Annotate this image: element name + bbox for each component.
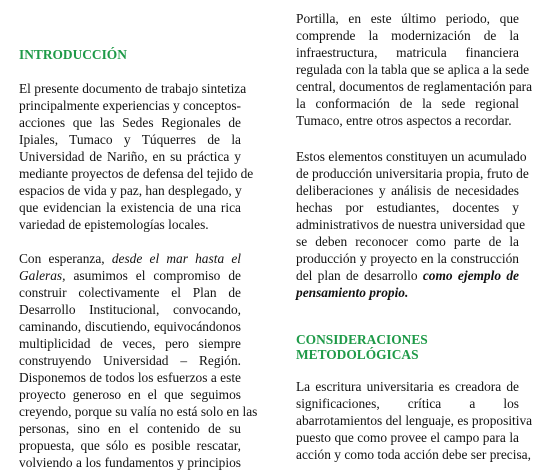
text-line: que evidencian la existencia de una rica: [19, 200, 241, 215]
text-line: Estos elementos constituyen un acumulado: [296, 149, 527, 164]
text-line: construir colectivamente el Plan de: [19, 285, 241, 300]
text-line: abarrotamientos del lenguaje, es propositiva: [296, 413, 533, 428]
hope-paragraph: [19, 250, 258, 471]
text-line: proyecto generoso en el que seguimos: [19, 387, 241, 402]
text-line: personas, sino en el contenido de su: [19, 421, 241, 436]
text-segment: asumimos el compromiso de: [73, 268, 241, 283]
text-line: administrativos de nuestra universidad que: [296, 217, 526, 232]
text-line: infraestructura, matricula financiera: [296, 45, 519, 60]
text-line: [19, 250, 241, 267]
text-line: variedad de epistemologías locales.: [19, 217, 209, 232]
elements-paragraph: [296, 148, 529, 301]
text-line: Tumaco, entre otros aspectos a recordar.: [296, 113, 512, 128]
text-line: El presente documento de trabajo sintetiza: [19, 81, 247, 96]
method-heading-line2: METODOLÓGICAS: [296, 347, 419, 362]
text-line: producción y proyecto en la construcción: [296, 251, 519, 266]
text-line: pensamiento propio.: [296, 285, 409, 300]
text-line: espacios de vida y paz, han desplegado, y: [19, 183, 242, 198]
portilla-paragraph: [296, 10, 533, 129]
intro-paragraph: [19, 80, 254, 233]
intro-heading: INTRODUCCIÓN: [19, 47, 127, 62]
text-line: Universidad de Nariño, en su práctica y: [19, 149, 241, 164]
italic-segment: desde el mar hasta el: [111, 251, 241, 266]
method-heading-line1: CONSIDERACIONES: [296, 332, 428, 347]
text-line: Ipiales, Tumaco y Túquerres de la: [19, 132, 241, 147]
text-line: multiplicidad de veces, pero siempre: [19, 336, 241, 351]
text-line: regulada con la tabla que se aplica a la sede: [296, 62, 530, 77]
text-line: mediante proyectos de defensa del tejido de: [19, 166, 254, 181]
text-line: central, documentos de reglamentación para: [296, 79, 533, 94]
text-line: acción y como toda acción debe ser precisa,: [296, 447, 531, 462]
italic-segment: Galeras,: [19, 268, 66, 283]
text-line: volviendo a los fundamentos y principios: [19, 455, 241, 470]
text-line: puesto que como provee el campo para la: [296, 430, 519, 445]
text-line: deliberaciones y análisis de necesidades: [296, 183, 519, 198]
text-line: principalmente experiencias y conceptos-: [19, 98, 241, 113]
text-line: de producción universitaria propia, fruto de: [296, 166, 529, 181]
text-segment: Con esperanza,: [19, 251, 105, 266]
text-segment: del plan de desarrollo: [296, 268, 418, 283]
text-line: significaciones, crítica a los: [296, 396, 519, 411]
text-line: acciones que las Sedes Regionales de: [19, 115, 241, 130]
writing-paragraph: [296, 378, 533, 463]
text-line: propuesta, que sólo es posible rescatar,: [19, 438, 241, 453]
text-line: construyendo Universidad – Región.: [19, 353, 241, 368]
text-line: Disponemos de todos los esfuerzos a este: [19, 370, 241, 385]
bold-italic-segment: como ejemplo de: [422, 268, 519, 283]
text-line: caminando, discutiendo, equivocándonos: [19, 319, 241, 334]
text-line: comprende la modernización de la: [296, 28, 519, 43]
text-line: La escritura universitaria es creadora de: [296, 379, 519, 394]
text-line: la conformación de la sede regional: [296, 96, 519, 111]
text-line: se deben reconocer como parte de la: [296, 234, 519, 249]
text-line: Desarrollo Institucional, convocando,: [19, 302, 241, 317]
text-line: Portilla, en este último periodo, que: [296, 11, 519, 26]
text-line: [296, 267, 519, 284]
text-line: creyendo, porque su valía no está solo en las: [19, 404, 258, 419]
text-line: hechas por estudiantes, docentes y: [296, 200, 519, 215]
text-line: [19, 267, 241, 284]
